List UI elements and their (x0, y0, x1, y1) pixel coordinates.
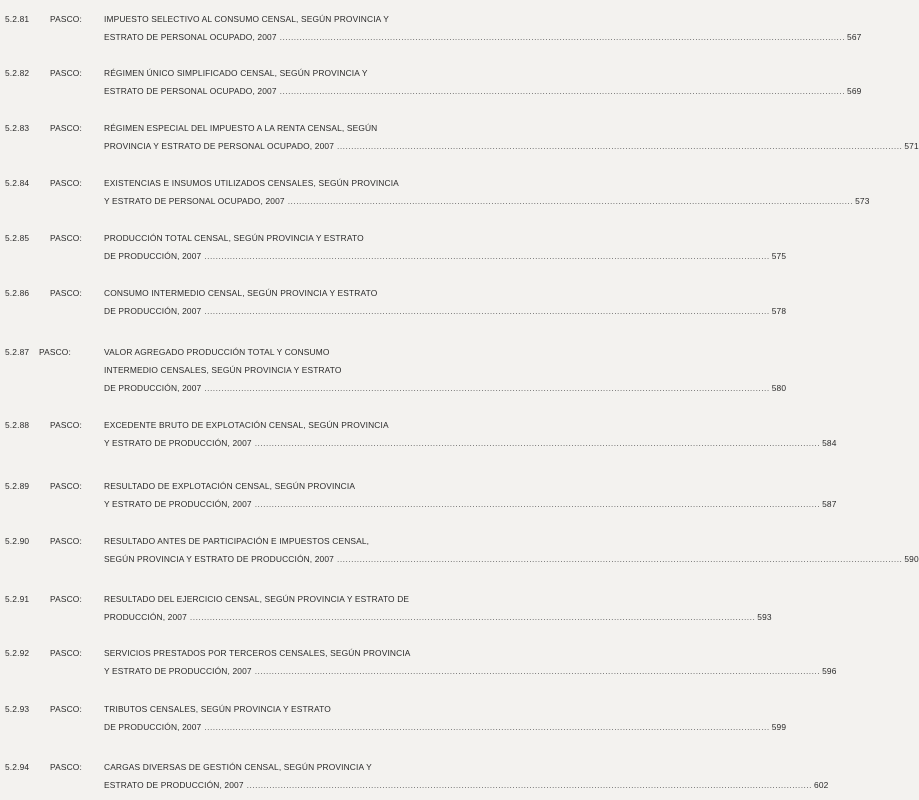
entry-title (104, 121, 919, 157)
page-number[interactable]: 584 (822, 438, 837, 448)
entry-title-line: PRODUCCIÓN, 2007 (104, 612, 187, 622)
page-number[interactable]: 590 (904, 554, 919, 564)
dot-leader: ........................................................................................................................................................................................................ (189, 612, 756, 622)
entry-title (104, 66, 862, 102)
entry-province: PASCO: (50, 178, 82, 188)
dot-leader: ........................................................................................................................................................................................................ (287, 196, 854, 206)
dot-leader: ........................................................................................................................................................................................................ (337, 554, 903, 564)
entry-province: PASCO: (50, 233, 82, 243)
entry-title-line: SEGÚN PROVINCIA Y ESTRATO DE PRODUCCIÓN, 2007 (104, 554, 334, 564)
page-number[interactable]: 580 (771, 383, 787, 393)
entry-number: 5.2.89 (5, 481, 30, 491)
entry-title-line: DE PRODUCCIÓN, 2007 (104, 306, 202, 316)
entry-title (104, 286, 787, 322)
entry-title (104, 592, 772, 628)
entry-province: PASCO: (50, 14, 82, 24)
entry-title-line: EXISTENCIAS E INSUMOS UTILIZADOS CENSALES, SEGÚN PROVINCIA (104, 178, 399, 188)
entry-province: PASCO: (50, 762, 82, 772)
page-number[interactable]: 575 (771, 251, 787, 261)
page-number[interactable]: 571 (904, 141, 919, 151)
page-number[interactable]: 569 (847, 86, 862, 96)
entry-title-line: VALOR AGREGADO PRODUCCIÓN TOTAL Y CONSUMO (104, 347, 330, 357)
entry-title (104, 176, 870, 212)
entry-title (104, 646, 837, 682)
entry-title-line: Y ESTRATO DE PERSONAL OCUPADO, 2007 (104, 196, 285, 206)
entry-title (104, 231, 787, 267)
dot-leader: ........................................................................................................................................................................................................ (204, 251, 770, 261)
page-number[interactable]: 593 (757, 612, 772, 622)
entry-title-line: SERVICIOS PRESTADOS POR TERCEROS CENSALES, SEGÚN PROVINCIA (104, 648, 411, 658)
entry-title-line: DE PRODUCCIÓN, 2007 (104, 383, 202, 393)
entry-number: 5.2.88 (5, 420, 30, 430)
entry-title-line: DE PRODUCCIÓN, 2007 (104, 722, 202, 732)
page-number[interactable]: 578 (771, 306, 787, 316)
entry-number: 5.2.92 (5, 648, 30, 658)
entry-number: 5.2.90 (5, 536, 30, 546)
entry-province: PASCO: (50, 288, 82, 298)
entry-title (104, 760, 829, 796)
entry-province: PASCO: (50, 704, 82, 714)
page-number[interactable]: 602 (814, 780, 829, 790)
entry-province: PASCO: (50, 68, 82, 78)
entry-title-line: PROVINCIA Y ESTRATO DE PERSONAL OCUPADO, 2007 (104, 141, 334, 151)
entry-province: PASCO: (50, 536, 82, 546)
entry-title (104, 12, 862, 48)
entry-title-line: Y ESTRATO DE PRODUCCIÓN, 2007 (104, 666, 252, 676)
entry-title-line: ESTRATO DE PERSONAL OCUPADO, 2007 (104, 86, 277, 96)
entry-title-line: RESULTADO ANTES DE PARTICIPACIÓN E IMPUESTOS CENSAL, (104, 536, 370, 546)
entry-number: 5.2.84 (5, 178, 30, 188)
entry-province: PASCO: (50, 648, 82, 658)
entry-title (104, 702, 787, 738)
dot-leader: ........................................................................................................................................................................................................ (246, 780, 813, 790)
entry-title-line: PRODUCCIÓN TOTAL CENSAL, SEGÚN PROVINCIA Y ESTRATO (104, 233, 364, 243)
entry-province: PASCO: (50, 123, 82, 133)
entry-title-line: CARGAS DIVERSAS DE GESTIÓN CENSAL, SEGÚN PROVINCIA Y (104, 762, 372, 772)
dot-leader: ........................................................................................................................................................................................................ (279, 86, 846, 96)
entry-number: 5.2.87 (5, 347, 30, 357)
dot-leader: ........................................................................................................................................................................................................ (204, 722, 770, 732)
page-number[interactable]: 567 (847, 32, 862, 42)
entry-province: PASCO: (50, 481, 82, 491)
entry-province: PASCO: (50, 594, 82, 604)
page-number[interactable]: 573 (855, 196, 870, 206)
entry-title-line: RESULTADO DE EXPLOTACIÓN CENSAL, SEGÚN PROVINCIA (104, 481, 356, 491)
entry-title (104, 418, 837, 454)
page-number[interactable]: 596 (822, 666, 837, 676)
dot-leader: ........................................................................................................................................................................................................ (337, 141, 903, 151)
dot-leader: ........................................................................................................................................................................................................ (204, 383, 770, 393)
entry-number: 5.2.94 (5, 762, 30, 772)
entry-title (104, 345, 787, 399)
entry-number: 5.2.91 (5, 594, 30, 604)
entry-title-line: EXCEDENTE BRUTO DE EXPLOTACIÓN CENSAL, SEGÚN PROVINCIA (104, 420, 389, 430)
entry-title-line: Y ESTRATO DE PRODUCCIÓN, 2007 (104, 499, 252, 509)
page-number[interactable]: 599 (771, 722, 787, 732)
entry-title-line: INTERMEDIO CENSALES, SEGÚN PROVINCIA Y ESTRATO (104, 365, 342, 375)
entry-title-line: RESULTADO DEL EJERCICIO CENSAL, SEGÚN PROVINCIA Y ESTRATO DE (104, 594, 410, 604)
entry-number: 5.2.83 (5, 123, 30, 133)
entry-province: PASCO: (50, 420, 82, 430)
entry-title-line: TRIBUTOS CENSALES, SEGÚN PROVINCIA Y ESTRATO (104, 704, 331, 714)
entry-number: 5.2.85 (5, 233, 30, 243)
entry-title-line: ESTRATO DE PERSONAL OCUPADO, 2007 (104, 32, 277, 42)
entry-title-line: CONSUMO INTERMEDIO CENSAL, SEGÚN PROVINCIA Y ESTRATO (104, 288, 378, 298)
dot-leader: ........................................................................................................................................................................................................ (254, 666, 821, 676)
entry-number: 5.2.81 (5, 14, 30, 24)
entry-number: 5.2.86 (5, 288, 30, 298)
entry-title (104, 534, 919, 570)
entry-province: PASCO: (39, 347, 71, 357)
dot-leader: ........................................................................................................................................................................................................ (279, 32, 846, 42)
dot-leader: ........................................................................................................................................................................................................ (204, 306, 770, 316)
entry-title-line: DE PRODUCCIÓN, 2007 (104, 251, 202, 261)
page-number[interactable]: 587 (822, 499, 837, 509)
entry-title-line: Y ESTRATO DE PRODUCCIÓN, 2007 (104, 438, 252, 448)
entry-title-line: ESTRATO DE PRODUCCIÓN, 2007 (104, 780, 244, 790)
entry-title-line: RÉGIMEN ÚNICO SIMPLIFICADO CENSAL, SEGÚN PROVINCIA Y (104, 68, 368, 78)
dot-leader: ........................................................................................................................................................................................................ (254, 438, 821, 448)
entry-number: 5.2.82 (5, 68, 30, 78)
entry-title (104, 479, 837, 515)
dot-leader: ........................................................................................................................................................................................................ (254, 499, 821, 509)
entry-title-line: IMPUESTO SELECTIVO AL CONSUMO CENSAL, SEGÚN PROVINCIA Y (104, 14, 390, 24)
entry-title-line: RÉGIMEN ESPECIAL DEL IMPUESTO A LA RENTA CENSAL, SEGÚN (104, 123, 378, 133)
entry-number: 5.2.93 (5, 704, 30, 714)
